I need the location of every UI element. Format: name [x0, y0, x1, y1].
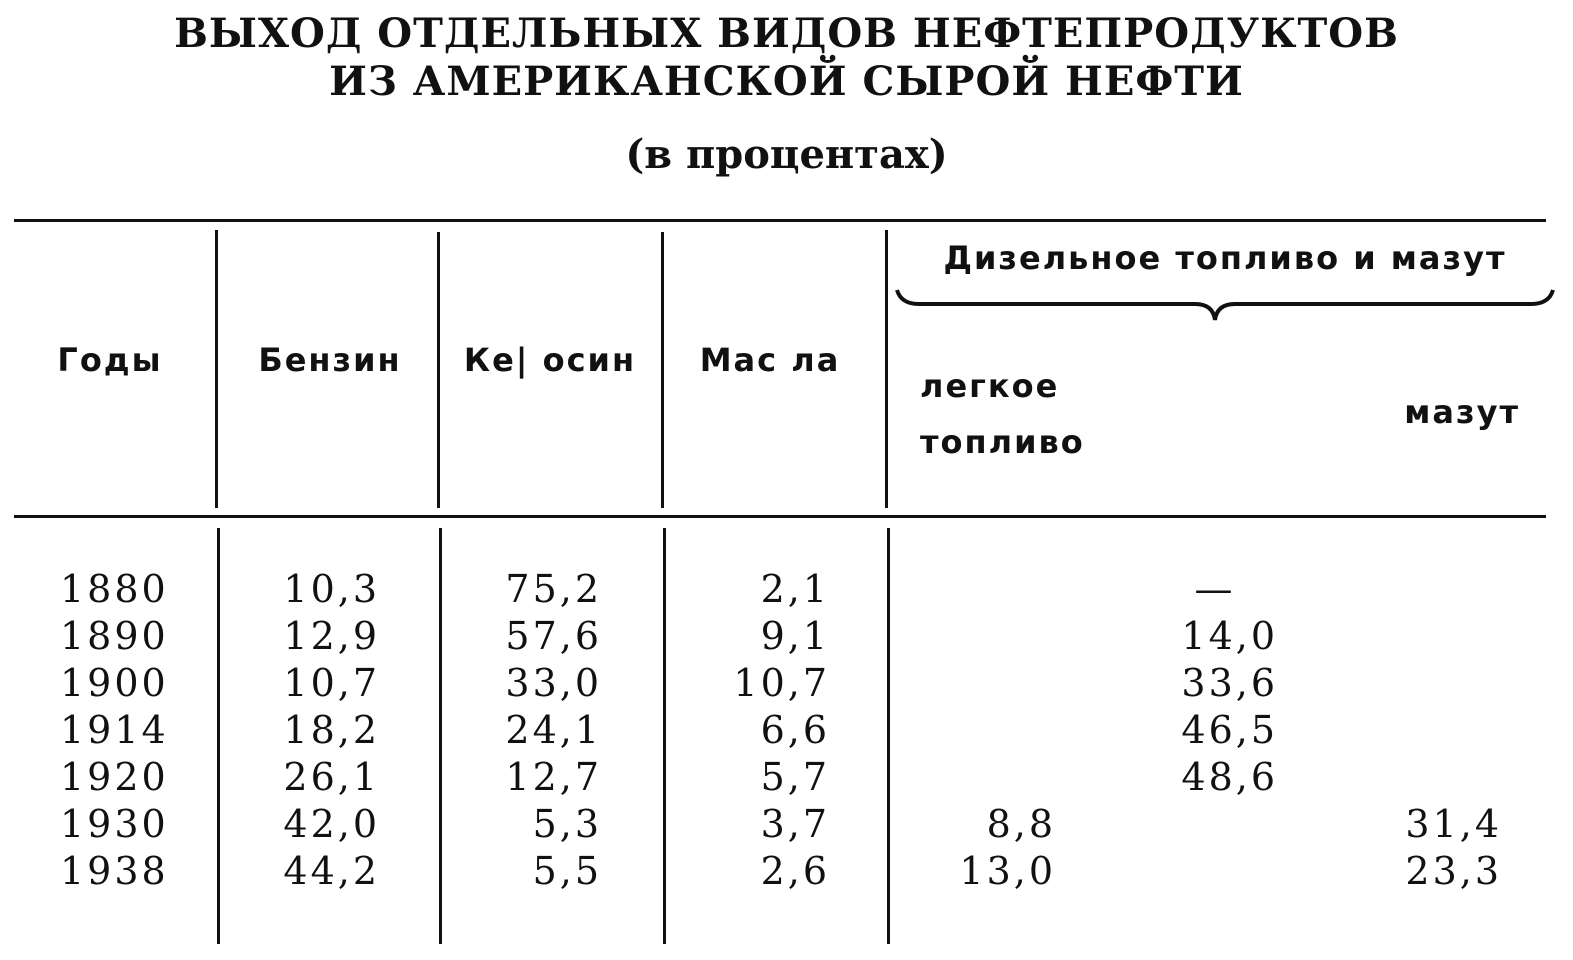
cell-oils: 5,7: [760, 755, 830, 799]
cell-year: 1914: [60, 708, 169, 752]
column-divider: [217, 528, 220, 944]
cell-gasoline: 10,3: [283, 567, 380, 611]
cell-gasoline: 42,0: [283, 802, 380, 846]
page-subtitle: (в процентах): [625, 131, 948, 178]
table-top-rule: [14, 219, 1546, 222]
cell-kerosene: 75,2: [505, 567, 602, 611]
cell-gasoline: 44,2: [283, 849, 380, 893]
cell-kerosene: 33,0: [505, 661, 602, 705]
header-diesel-fuel-oil: Дизельное топливо и мазут: [943, 239, 1507, 277]
header-group-brace: [895, 286, 1555, 326]
column-divider: [661, 232, 664, 508]
page-title-line-1: ВЫХОД ОТДЕЛЬНЫХ ВИДОВ НЕФТЕПРОДУКТОВ: [174, 10, 1399, 57]
header-kerosene: Ке| осин: [463, 341, 637, 379]
table-header-rule: [14, 515, 1546, 518]
cell-light-fuel: 13,0: [959, 849, 1056, 893]
header-oils: Мас ла: [699, 341, 841, 379]
cell-oils: 9,1: [760, 614, 830, 658]
cell-light-fuel: 8,8: [986, 802, 1056, 846]
cell-diesel-combined: —: [1194, 567, 1236, 611]
cell-oils: 2,6: [760, 849, 830, 893]
cell-year: 1938: [60, 849, 169, 893]
cell-gasoline: 12,9: [283, 614, 380, 658]
cell-oils: 3,7: [760, 802, 830, 846]
column-divider: [215, 230, 218, 508]
cell-kerosene: 12,7: [505, 755, 602, 799]
cell-year: 1930: [60, 802, 169, 846]
cell-diesel-combined: 46,5: [1181, 708, 1278, 752]
cell-diesel-combined: 48,6: [1181, 755, 1278, 799]
cell-oils: 2,1: [760, 567, 830, 611]
column-divider: [885, 230, 888, 508]
cell-gasoline: 18,2: [283, 708, 380, 752]
cell-year: 1880: [60, 567, 169, 611]
cell-diesel-combined: 33,6: [1181, 661, 1278, 705]
cell-gasoline: 10,7: [283, 661, 380, 705]
cell-year: 1900: [60, 661, 169, 705]
cell-fuel-oil: 31,4: [1405, 802, 1502, 846]
cell-kerosene: 24,1: [505, 708, 602, 752]
header-gasoline: Бензин: [258, 341, 402, 379]
column-divider: [437, 232, 440, 508]
cell-kerosene: 5,3: [532, 802, 602, 846]
cell-year: 1920: [60, 755, 169, 799]
cell-year: 1890: [60, 614, 169, 658]
cell-oils: 6,6: [760, 708, 830, 752]
cell-kerosene: 57,6: [505, 614, 602, 658]
cell-oils: 10,7: [733, 661, 830, 705]
cell-kerosene: 5,5: [532, 849, 602, 893]
cell-gasoline: 26,1: [283, 755, 380, 799]
column-divider: [887, 528, 890, 944]
cell-fuel-oil: 23,3: [1405, 849, 1502, 893]
column-divider: [439, 528, 442, 944]
column-divider: [663, 528, 666, 944]
header-light-fuel: легкое топливо: [920, 367, 1085, 461]
header-fuel-oil: мазут: [1404, 393, 1520, 431]
page-title-line-2: ИЗ АМЕРИКАНСКОЙ СЫРОЙ НЕФТИ: [329, 58, 1244, 105]
cell-diesel-combined: 14,0: [1181, 614, 1278, 658]
header-years: Годы: [57, 341, 163, 379]
